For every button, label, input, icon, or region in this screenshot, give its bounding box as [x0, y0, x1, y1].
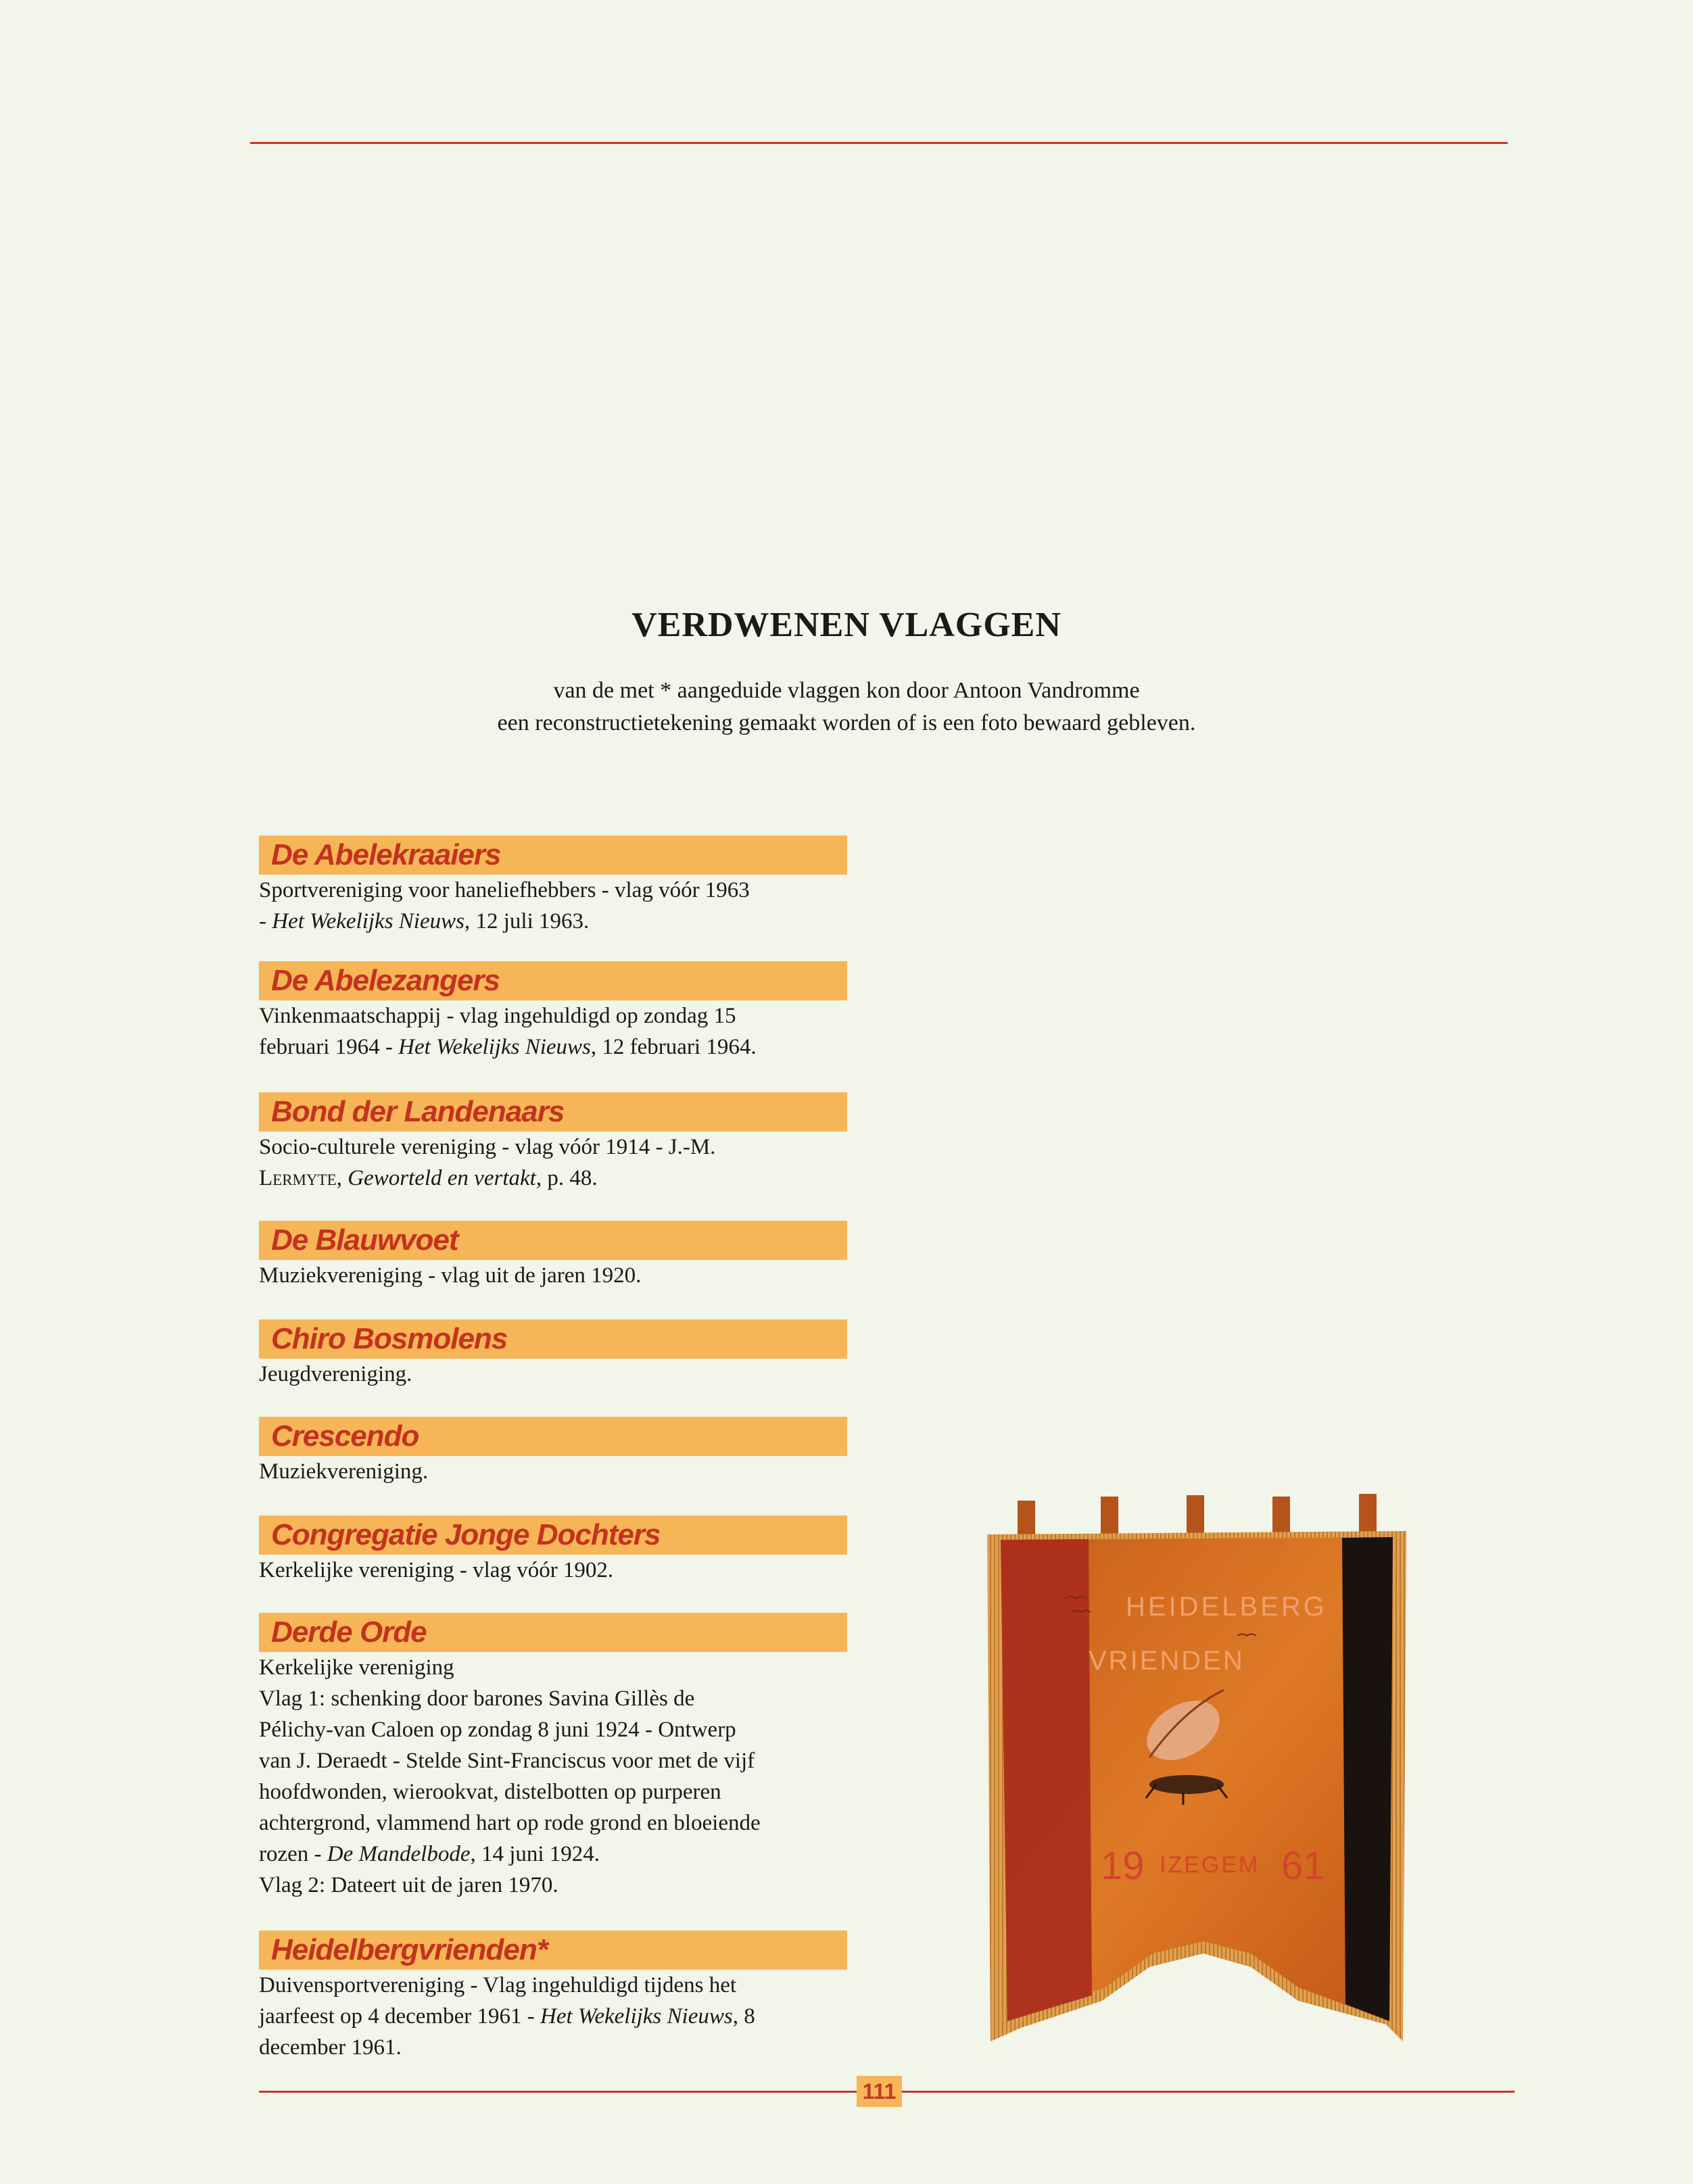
- source-title: Het Wekelijks Nieuws: [272, 909, 464, 933]
- entry-line: [259, 2001, 847, 2032]
- flag-text-61: 61: [1281, 1844, 1325, 1888]
- entry-text: Lermyte,: [259, 1166, 348, 1190]
- entry-title: De Abelekraaiers: [259, 835, 847, 875]
- entry-line: Pélichy-van Caloen op zondag 8 juni 1924 - Ontwerp: [259, 1718, 736, 1742]
- entry-text: jaarfeest op 4 december 1961 -: [259, 2004, 540, 2029]
- intro-line-1: van de met * aangeduide vlaggen kon door Antoon Vandromme: [553, 678, 1140, 703]
- entry-text: , 8: [732, 2004, 755, 2029]
- entry-line: Vlag 1: schenking door barones Savina Gillès de: [259, 1686, 695, 1711]
- entry-line: Kerkelijke vereniging: [259, 1655, 454, 1680]
- entry-line: Muziekvereniging.: [259, 1459, 429, 1484]
- entry-congregatie-jonge-dochters: [259, 1515, 847, 1586]
- page-title: VERDWENEN VLAGGEN: [631, 606, 1062, 644]
- entry-title: Congregatie Jonge Dochters: [259, 1515, 847, 1555]
- entry-line: [259, 906, 847, 937]
- entry-line: [259, 1839, 847, 1870]
- entry-line: Vlag 2: Dateert uit de jaren 1970.: [259, 1873, 558, 1897]
- entry-body: [259, 875, 847, 937]
- entry-text: , 12 februari 1964.: [590, 1035, 757, 1059]
- entry-text: , 14 juni 1924.: [470, 1842, 600, 1866]
- entry-line: achtergrond, vlammend hart op rode grond en bloeiende: [259, 1811, 761, 1835]
- entry-title: Heidelbergvrienden*: [259, 1931, 847, 1970]
- entry-line: Duivensportvereniging - Vlag ingehuldigd tijdens het: [259, 1973, 737, 1997]
- entry-de-blauwvoet: [259, 1221, 847, 1291]
- top-rule: [250, 142, 1508, 144]
- entry-line: van J. Deraedt - Stelde Sint-Franciscus voor met de vijf: [259, 1749, 755, 1773]
- entry-chiro-bosmolens: [259, 1319, 847, 1390]
- entry-line: december 1961.: [259, 2035, 402, 2060]
- entry-de-abelekraaiers: [259, 835, 847, 937]
- page-number: 111: [857, 2076, 902, 2107]
- bottom-rule-left: [259, 2091, 857, 2093]
- entry-derde-orde: [259, 1613, 847, 1901]
- entry-title: Bond der Landenaars: [259, 1092, 847, 1132]
- entry-text: rozen -: [259, 1842, 327, 1866]
- entry-body: [259, 1970, 847, 2063]
- entry-bond-der-landenaars: [259, 1092, 847, 1194]
- entry-body: [259, 1260, 847, 1291]
- entry-title: Crescendo: [259, 1417, 847, 1456]
- entry-body: [259, 1456, 847, 1487]
- heidelbergvrienden-flag-photo: [980, 1487, 1413, 2055]
- entry-text: februari 1964 -: [259, 1035, 399, 1059]
- source-title: De Mandelbode: [327, 1842, 471, 1866]
- entry-body: [259, 1132, 847, 1194]
- entry-text: , 12 juli 1963.: [464, 909, 590, 933]
- entry-text: , p. 48.: [535, 1166, 598, 1190]
- entry-line: Jeugdvereniging.: [259, 1362, 412, 1386]
- flag-text-vrienden: VRIENDEN: [1089, 1646, 1245, 1676]
- flag-text-izegem: IZEGEM: [1160, 1852, 1260, 1878]
- source-title: Geworteld en vertakt: [348, 1166, 536, 1190]
- entry-heidelbergvrienden: [259, 1931, 847, 2063]
- entry-title: De Blauwvoet: [259, 1221, 847, 1260]
- entry-line: hoofdwonden, wierookvat, distelbotten op purperen: [259, 1780, 721, 1804]
- entry-line: Muziekvereniging - vlag uit de jaren 1920.: [259, 1263, 642, 1288]
- entry-body: [259, 1652, 847, 1901]
- entry-body: [259, 1000, 847, 1063]
- flag-red-band: [1001, 1539, 1092, 2021]
- entry-line: Kerkelijke vereniging - vlag vóór 1902.: [259, 1558, 614, 1582]
- flag-black-band: [1342, 1537, 1393, 2021]
- entry-body: [259, 1359, 847, 1390]
- entry-body: [259, 1555, 847, 1586]
- entry-de-abelezangers: [259, 961, 847, 1063]
- source-title: Het Wekelijks Nieuws: [398, 1035, 591, 1059]
- source-title: Het Wekelijks Nieuws: [540, 2004, 733, 2029]
- entry-title: De Abelezangers: [259, 961, 847, 1000]
- bottom-rule-right: [902, 2091, 1515, 2093]
- flag-text-19: 19: [1101, 1844, 1145, 1888]
- flag-text-heidelberg: HEIDELBERG: [1126, 1592, 1327, 1622]
- entry-line: Socio-culturele vereniging - vlag vóór 1914 - J.-M.: [259, 1135, 716, 1159]
- entry-title: Chiro Bosmolens: [259, 1319, 847, 1359]
- entry-line: [259, 1163, 847, 1194]
- entry-line: [259, 1032, 847, 1063]
- entry-text: -: [259, 909, 272, 933]
- entry-line: Vinkenmaatschappij - vlag ingehuldigd op zondag 15: [259, 1004, 736, 1028]
- entry-title: Derde Orde: [259, 1613, 847, 1652]
- entry-line: Sportvereniging voor haneliefhebbers - vlag vóór 1963: [259, 878, 750, 902]
- entry-crescendo: [259, 1417, 847, 1487]
- intro-line-2: een reconstructietekening gemaakt worden of is een foto bewaard gebleven.: [497, 710, 1196, 735]
